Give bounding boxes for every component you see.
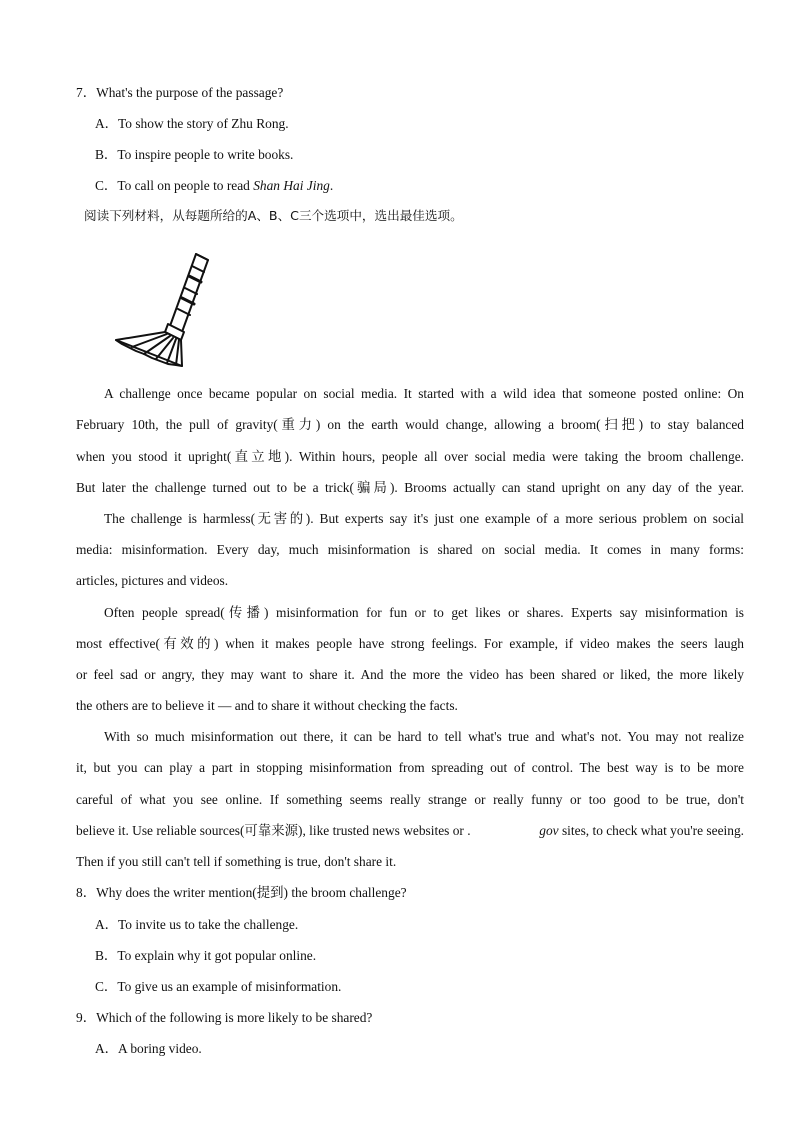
question-7-stem: 7．What's the purpose of the passage? bbox=[76, 85, 284, 100]
question-7-option-c bbox=[95, 177, 333, 195]
passage-line: or feel sad or angry, they may want to share it. And the more the video has been shared or liked, the more likely bbox=[76, 667, 744, 682]
gov-domain: gov bbox=[539, 823, 559, 838]
passage-line-end bbox=[539, 822, 744, 840]
option-c-text: C．To call on people to read bbox=[95, 178, 254, 193]
passage-line: With so much misinformation out there, it can be hard to tell what's true and what's not. You may not realize bbox=[104, 729, 744, 744]
broom-icon bbox=[112, 248, 212, 372]
passage-line: careful of what you see online. If something seems really strange or really funny or too good to be true, don't bbox=[76, 792, 744, 807]
passage-line: February 10th, the pull of gravity(重力) on the earth would change, allowing a broom(扫把) to stay balanced bbox=[76, 417, 744, 432]
passage-line-tail: sites, to check what you're seeing. bbox=[558, 823, 744, 838]
question-8-option-a: A．To invite us to take the challenge. bbox=[95, 917, 299, 932]
passage-line: it, but you can play a part in stopping misinformation from spreading out of control. The best way is to be more bbox=[76, 760, 744, 775]
question-9-stem: 9．Which of the following is more likely to be shared? bbox=[76, 1010, 373, 1025]
section-instructions: 阅读下列材料，从每题所给的A、B、C三个选项中，选出最佳选项。 bbox=[84, 208, 463, 223]
passage-line: A challenge once became popular on social media. It started with a wild idea that someone posted online: On bbox=[104, 386, 744, 401]
passage-line: Often people spread(传播) misinformation for fun or to get likes or shares. Experts say misinformation is bbox=[104, 605, 744, 620]
question-8-option-b: B．To explain why it got popular online. bbox=[95, 948, 317, 963]
passage-line: But later the challenge turned out to be a trick(骗局). Brooms actually can stand upright on any day of the year. bbox=[76, 480, 744, 495]
question-8-stem: 8．Why does the writer mention(提到) the broom challenge? bbox=[76, 885, 407, 900]
passage-line: when you stood it upright(直立地). Within hours, people all over social media were taking the broom challenge. bbox=[76, 449, 744, 464]
passage-line: media: misinformation. Every day, much misinformation is shared on social media. It comes in many forms: bbox=[76, 542, 744, 557]
passage-line: most effective(有效的) when it makes people have strong feelings. For example, if video makes the seers laugh bbox=[76, 636, 744, 651]
passage-line: the others are to believe it — and to share it without checking the facts. bbox=[76, 698, 458, 713]
question-7-option-b: B．To inspire people to write books. bbox=[95, 147, 294, 162]
option-c-book-title: Shan Hai Jing bbox=[253, 178, 330, 193]
passage-line: articles, pictures and videos. bbox=[76, 573, 229, 588]
passage-line: Then if you still can't tell if something is true, don't share it. bbox=[76, 854, 397, 869]
question-9-option-a: A．A boring video. bbox=[95, 1041, 202, 1056]
passage-line: The challenge is harmless(无害的). But experts say it's just one example of a more serious problem on social bbox=[104, 511, 744, 526]
question-7-option-a: A．To show the story of Zhu Rong. bbox=[95, 116, 289, 131]
option-c-period: . bbox=[329, 178, 334, 193]
question-8-option-c: C．To give us an example of misinformation. bbox=[95, 979, 342, 994]
passage-line bbox=[76, 822, 744, 840]
passage-line-start: believe it. Use reliable sources(可靠来源), like trusted news websites or . bbox=[76, 823, 471, 838]
